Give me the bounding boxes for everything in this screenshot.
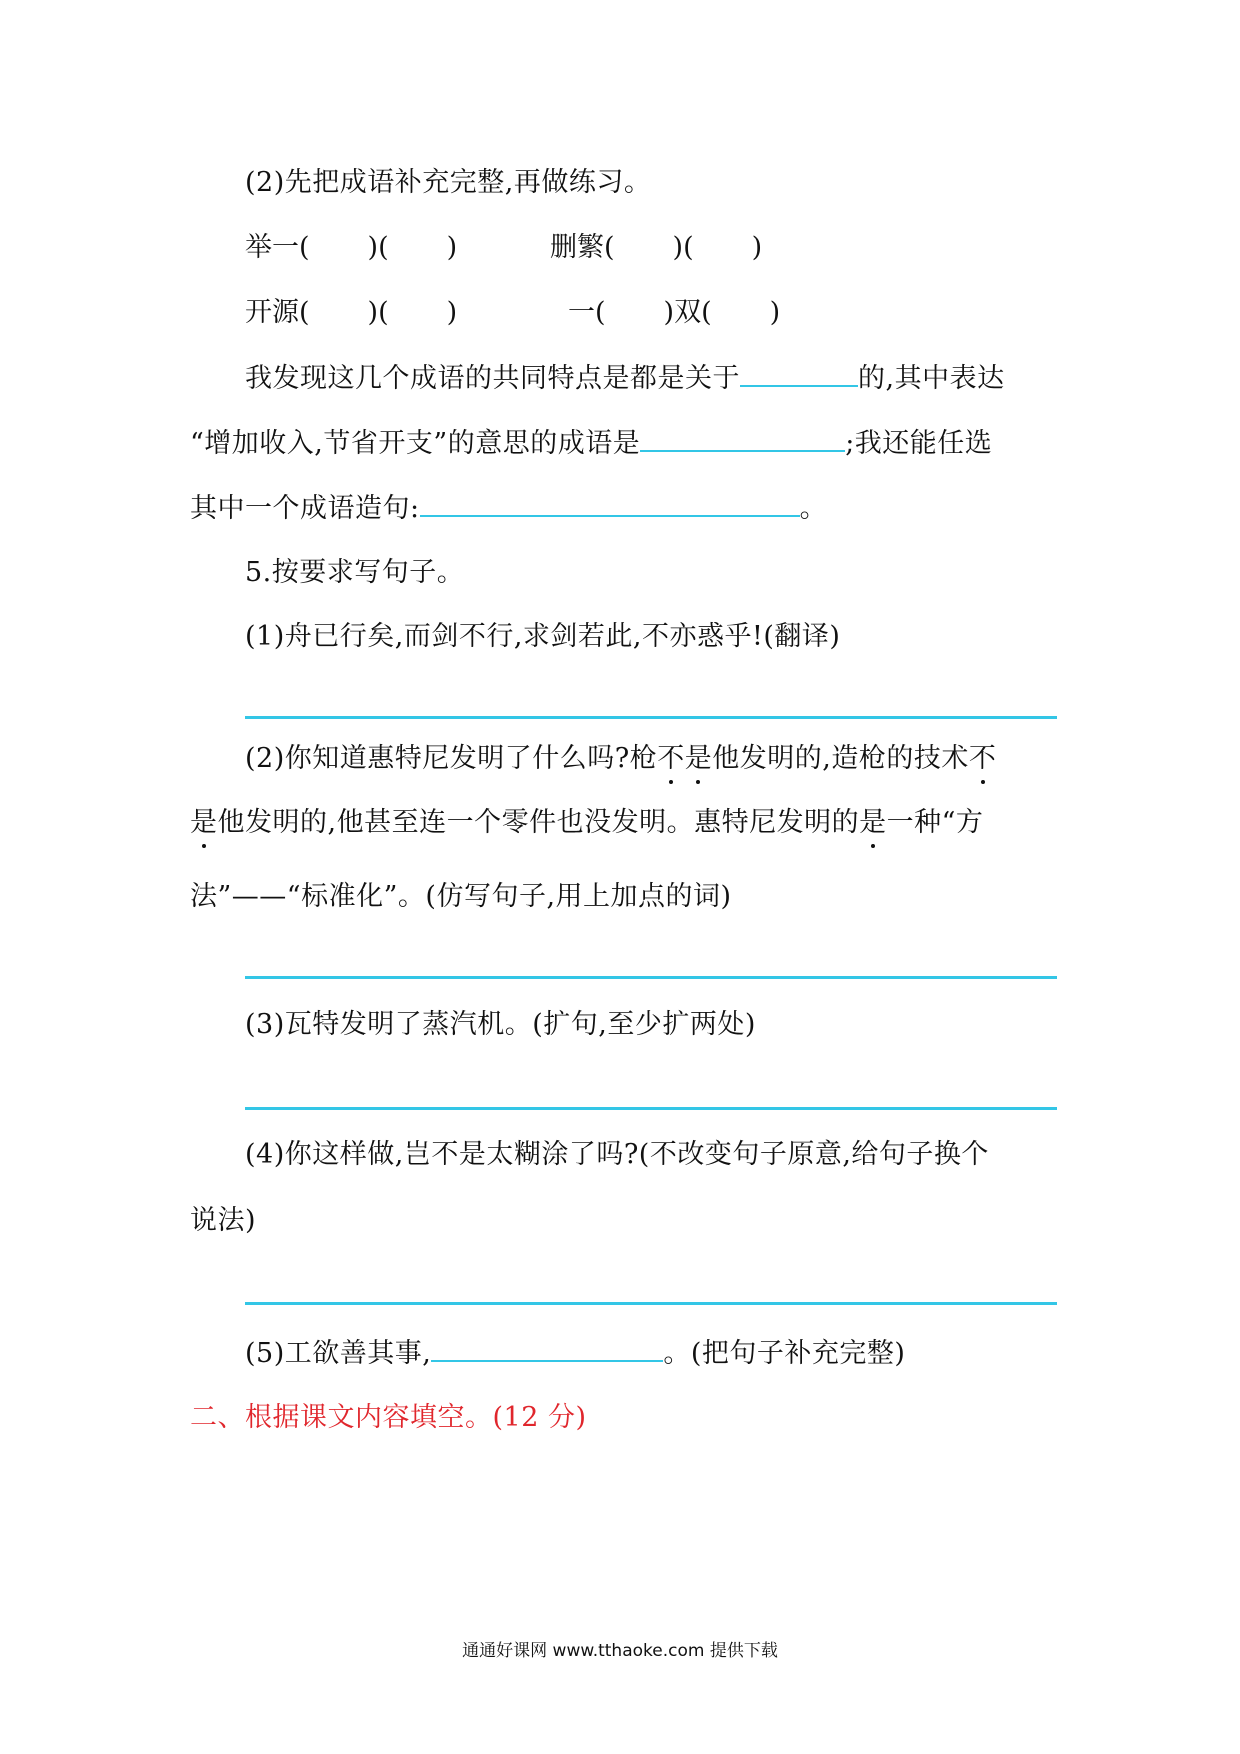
sentence-2-line-3: 法”——“标准化”。(仿写句子,用上加点的词) (190, 881, 732, 912)
sentence-5-text-2: 。(把句子补充完整) (663, 1338, 906, 1369)
paragraph-text-1: 我发现这几个成语的共同特点是都是关于 (245, 363, 740, 394)
paragraph-line-1 (245, 361, 1005, 396)
blank-idiom-meaning[interactable] (640, 426, 845, 452)
idiom-1 (245, 231, 457, 265)
sentence-2-text-4: 一种“方 (886, 807, 984, 838)
idiom-2 (550, 231, 762, 265)
blank-sentence-5[interactable] (431, 1336, 663, 1362)
paragraph-text-5: 其中一个成语造句: (190, 493, 420, 524)
answer-line-1[interactable] (245, 716, 1057, 719)
sentence-4-line-2: 说法) (190, 1205, 257, 1236)
answer-line-4[interactable] (245, 1302, 1057, 1305)
sentence-2-line-2 (190, 806, 983, 840)
paragraph-text-4: ;我还能任选 (845, 428, 993, 459)
sentence-5-text-1: (5)工欲善其事, (245, 1338, 432, 1369)
page-footer: 通通好课网 www.tthaoke.com 提供下载 (462, 1641, 778, 1661)
dotted-char-shi-1: 是 (684, 743, 713, 774)
sentence-2-text-2: 他发明的,造枪的技术 (712, 743, 969, 774)
dotted-char-shi-2: 是 (190, 807, 218, 838)
dotted-char-bu-2: 不 (968, 743, 997, 774)
idiom-1-mid: )( (367, 232, 389, 263)
idiom-2-start: 删繁( (550, 232, 615, 263)
idiom-4-end: ) (769, 297, 781, 328)
idiom-3-end: ) (446, 297, 458, 328)
paragraph-text-3: “增加收入,节省开支”的意思的成语是 (190, 428, 641, 459)
paragraph-text-2: 的,其中表达 (858, 363, 1005, 394)
section-2-heading: 二、根据课文内容填空。(12 分) (190, 1402, 587, 1433)
sentence-3-prompt: (3)瓦特发明了蒸汽机。(扩句,至少扩两处) (245, 1009, 756, 1040)
sentence-1-prompt: (1)舟已行矣,而剑不行,求剑若此,不亦惑乎!(翻译) (245, 621, 841, 652)
question-5-title: 5.按要求写句子。 (245, 557, 465, 588)
dotted-char-bu-1: 不 (657, 743, 685, 774)
paragraph-line-3 (190, 491, 827, 526)
question-2-intro: (2)先把成语补充完整,再做练习。 (245, 167, 652, 198)
idiom-4 (568, 296, 780, 330)
idiom-4-mid: )双( (663, 297, 712, 328)
idiom-1-end: ) (446, 232, 458, 263)
sentence-5-line (245, 1336, 905, 1371)
idiom-3 (245, 296, 457, 330)
answer-line-2[interactable] (245, 976, 1057, 979)
paragraph-line-2 (190, 426, 992, 461)
idiom-4-start: 一( (568, 297, 606, 328)
sentence-2-text-3: 他发明的,他甚至连一个零件也没发明。惠特尼发明的 (217, 807, 860, 838)
sentence-2-line-1 (245, 742, 996, 776)
answer-line-3[interactable] (245, 1107, 1057, 1110)
blank-make-sentence[interactable] (420, 491, 800, 517)
idiom-3-start: 开源( (245, 297, 310, 328)
blank-common-feature[interactable] (740, 361, 858, 387)
idiom-3-mid: )( (367, 297, 389, 328)
dotted-char-shi-3: 是 (859, 807, 887, 838)
idiom-2-end: ) (751, 232, 763, 263)
paragraph-text-6: 。 (799, 493, 828, 524)
idiom-2-mid: )( (672, 232, 694, 263)
sentence-2-text-1: (2)你知道惠特尼发明了什么吗?枪 (245, 743, 658, 774)
idiom-1-start: 举一( (245, 232, 310, 263)
sentence-4-line-1: (4)你这样做,岂不是太糊涂了吗?(不改变句子原意,给句子换个 (245, 1139, 989, 1170)
